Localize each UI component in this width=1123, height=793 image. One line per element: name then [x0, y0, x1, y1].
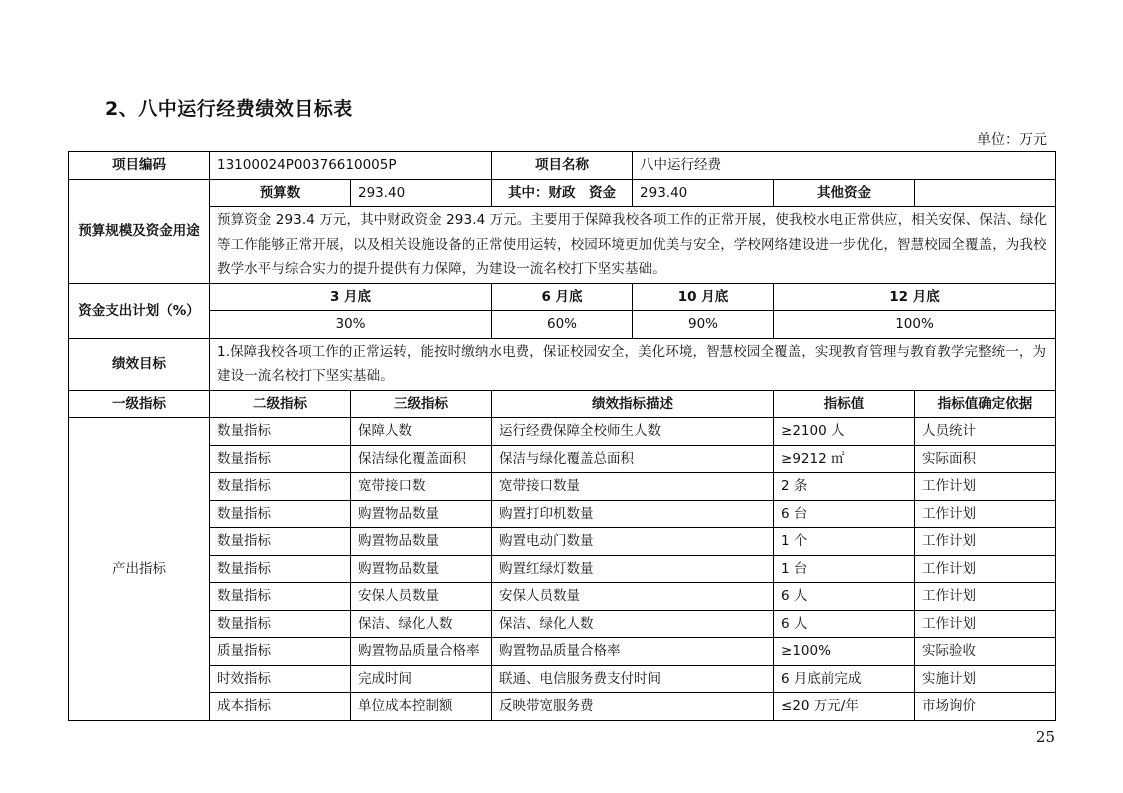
budget-description-row — [69, 207, 1056, 284]
indicator-level3: 购置物品质量合格率 — [351, 638, 492, 666]
indicator-header-level2: 二级指标 — [210, 390, 351, 418]
indicator-description: 购置物品质量合格率 — [492, 638, 774, 666]
indicator-level3: 宽带接口数 — [351, 473, 492, 501]
indicator-description: 购置红绿灯数量 — [492, 555, 774, 583]
budget-label: 预算数 — [210, 179, 351, 207]
plan-value-q1: 30% — [210, 311, 492, 339]
indicator-basis: 工作计划 — [915, 473, 1056, 501]
indicator-value: 1 个 — [774, 528, 915, 556]
indicator-level3: 购置物品数量 — [351, 528, 492, 556]
project-code-label: 项目编码 — [69, 152, 210, 180]
indicator-level3: 购置物品数量 — [351, 555, 492, 583]
indicator-level2: 数量指标 — [210, 555, 351, 583]
indicator-level1: 产出指标 — [69, 418, 210, 721]
indicator-basis: 市场询价 — [915, 693, 1056, 721]
indicator-value: ≥100% — [774, 638, 915, 666]
other-funds-label: 其他资金 — [774, 179, 915, 207]
goal-text: 1.保障我校各项工作的正常运转，能按时缴纳水电费，保证校园安全，美化环境，智慧校园全覆盖，实现教育管理与教育教学完整统一，为建设一流名校打下坚实基础。 — [210, 338, 1056, 390]
indicator-level2: 成本指标 — [210, 693, 351, 721]
project-name-label: 项目名称 — [492, 152, 633, 180]
indicator-description: 联通、电信服务费支付时间 — [492, 665, 774, 693]
table-row — [69, 693, 1056, 721]
indicator-level2: 数量指标 — [210, 528, 351, 556]
indicator-header-value: 指标值 — [774, 390, 915, 418]
table-row — [69, 638, 1056, 666]
indicator-basis: 实施计划 — [915, 665, 1056, 693]
indicator-header-basis: 指标值确定依据 — [915, 390, 1056, 418]
unit-label: 单位：万元 — [977, 132, 1047, 148]
indicator-basis: 工作计划 — [915, 500, 1056, 528]
indicator-basis: 工作计划 — [915, 610, 1056, 638]
indicator-basis: 工作计划 — [915, 583, 1056, 611]
indicator-description: 反映带宽服务费 — [492, 693, 774, 721]
page-title: 2、八中运行经费绩效目标表 — [105, 98, 353, 120]
indicator-value: 6 人 — [774, 610, 915, 638]
indicator-level3: 单位成本控制额 — [351, 693, 492, 721]
project-name: 八中运行经费 — [633, 152, 1056, 180]
indicator-value: ≥9212 ㎡ — [774, 445, 915, 473]
indicator-level3: 保障人数 — [351, 418, 492, 446]
indicator-level3: 保洁、绿化人数 — [351, 610, 492, 638]
other-funds-value — [915, 179, 1056, 207]
indicator-value: ≤20 万元/年 — [774, 693, 915, 721]
plan-header-q2: 6 月底 — [492, 283, 633, 311]
indicator-level2: 质量指标 — [210, 638, 351, 666]
indicator-value: 2 条 — [774, 473, 915, 501]
project-row — [69, 152, 1056, 180]
indicator-level2: 数量指标 — [210, 473, 351, 501]
indicator-basis: 实际面积 — [915, 445, 1056, 473]
indicator-level2: 数量指标 — [210, 500, 351, 528]
plan-value-q2: 60% — [492, 311, 633, 339]
table-row — [69, 555, 1056, 583]
goal-row — [69, 338, 1056, 390]
indicator-value: 1 台 — [774, 555, 915, 583]
plan-header-q3: 10 月底 — [633, 283, 774, 311]
plan-header-row — [69, 283, 1056, 311]
indicator-header-level3: 三级指标 — [351, 390, 492, 418]
plan-value-q4: 100% — [774, 311, 1056, 339]
indicator-description: 安保人员数量 — [492, 583, 774, 611]
performance-target-table — [68, 151, 1056, 721]
indicator-basis: 工作计划 — [915, 528, 1056, 556]
indicator-basis: 实际验收 — [915, 638, 1056, 666]
table-row — [69, 583, 1056, 611]
budget-description: 预算资金 293.4 万元，其中财政资金 293.4 万元。主要用于保障我校各项工作的正常开展，使我校水电正常供应，相关安保、保洁、绿化等工作能够正常开展，以及相关设施设备的正常使用运转，校园环境更加优美与安全，学校网络建设进一步优化，智慧校园全覆盖，为我校教学水平与综合实力的提升提供有力保障，为建设一流名校打下坚实基础。 — [210, 207, 1056, 284]
budget-row — [69, 179, 1056, 207]
indicator-level2: 数量指标 — [210, 445, 351, 473]
indicator-value: ≥2100 人 — [774, 418, 915, 446]
project-code: 13100024P00376610005P — [210, 152, 492, 180]
indicator-header-row — [69, 390, 1056, 418]
table-row — [69, 500, 1056, 528]
page-number: 25 — [1035, 728, 1055, 746]
fiscal-value: 293.40 — [633, 179, 774, 207]
table-row — [69, 610, 1056, 638]
indicator-description: 购置打印机数量 — [492, 500, 774, 528]
table-row — [69, 528, 1056, 556]
indicator-level2: 数量指标 — [210, 610, 351, 638]
indicator-description: 保洁、绿化人数 — [492, 610, 774, 638]
plan-value-q3: 90% — [633, 311, 774, 339]
indicator-basis: 人员统计 — [915, 418, 1056, 446]
indicator-header-description: 绩效指标描述 — [492, 390, 774, 418]
indicator-level2: 数量指标 — [210, 418, 351, 446]
budget-value: 293.40 — [351, 179, 492, 207]
indicator-description: 运行经费保障全校师生人数 — [492, 418, 774, 446]
indicator-level2: 时效指标 — [210, 665, 351, 693]
indicator-level3: 安保人员数量 — [351, 583, 492, 611]
plan-header-q1: 3 月底 — [210, 283, 492, 311]
budget-section-label: 预算规模及资金用途 — [69, 179, 210, 283]
indicator-description: 购置电动门数量 — [492, 528, 774, 556]
indicator-value: 6 人 — [774, 583, 915, 611]
table-row — [69, 473, 1056, 501]
table-row — [69, 445, 1056, 473]
fiscal-label: 其中：财政 资金 — [492, 179, 633, 207]
goal-label: 绩效目标 — [69, 338, 210, 390]
indicator-description: 宽带接口数量 — [492, 473, 774, 501]
indicator-value: 6 台 — [774, 500, 915, 528]
table-row — [69, 418, 1056, 446]
indicator-level3: 购置物品数量 — [351, 500, 492, 528]
indicator-level3: 完成时间 — [351, 665, 492, 693]
plan-value-row — [69, 311, 1056, 339]
plan-header-q4: 12 月底 — [774, 283, 1056, 311]
table-row — [69, 665, 1056, 693]
indicator-value: 6 月底前完成 — [774, 665, 915, 693]
plan-label: 资金支出计划（%） — [69, 283, 210, 338]
indicator-basis: 工作计划 — [915, 555, 1056, 583]
indicator-header-level1: 一级指标 — [69, 390, 210, 418]
indicator-level3: 保洁绿化覆盖面积 — [351, 445, 492, 473]
indicator-level2: 数量指标 — [210, 583, 351, 611]
indicator-description: 保洁与绿化覆盖总面积 — [492, 445, 774, 473]
